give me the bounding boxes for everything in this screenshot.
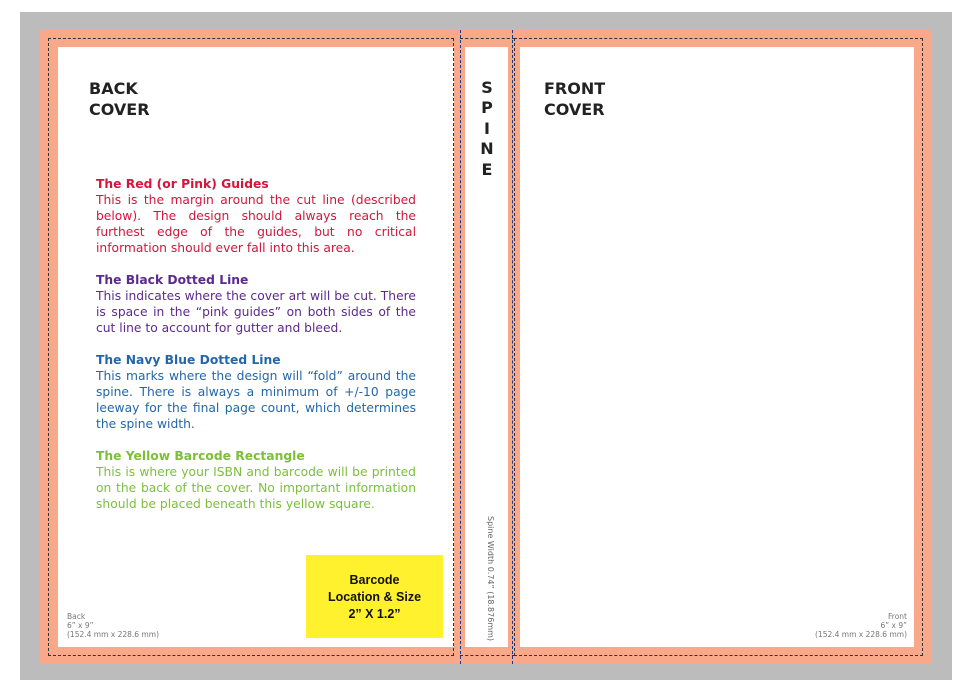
back-size-metric: (152.4 mm x 228.6 mm) [67,630,159,639]
barcode-label-line1: Barcode [349,573,400,587]
back-size-info [67,612,159,639]
section-body: This is where your ISBN and barcode will be printed on the back of the cover. No important information should be placed beneath this yellow square. [96,465,416,511]
fold-line-left [460,30,461,664]
section-body: This is the margin around the cut line (described below). The design should always reach the furthest edge of the guides, but no critical information should ever fall into this area. [96,193,416,255]
front-cover-title [544,78,605,120]
spine-letter-n: N [480,139,494,158]
front-cover-title-line1: FRONT [544,79,606,98]
front-size-metric: (152.4 mm x 228.6 mm) [815,630,907,639]
back-cover-title-line1: BACK [89,79,138,98]
back-size-label: Back [67,612,86,621]
section-red-guides [96,176,416,256]
spine-letter-e: E [481,160,493,179]
section-body: This indicates where the cover art will be cut. There is space in the “pink guides” on both sides of the cut line to account for gutter and bleed. [96,289,416,335]
section-heading: The Yellow Barcode Rectangle [96,449,305,463]
front-size-label: Front [888,612,907,621]
section-heading: The Black Dotted Line [96,273,249,287]
section-black-dotted-line [96,272,416,336]
section-heading: The Navy Blue Dotted Line [96,353,281,367]
cut-line-top-spine [460,38,515,39]
fold-line-right [512,30,513,664]
section-navy-dotted-line [96,352,416,432]
section-heading: The Red (or Pink) Guides [96,177,269,191]
front-size-info [815,612,907,639]
spine-letter-s: S [481,78,493,97]
section-yellow-barcode [96,448,416,512]
barcode-label-line2: Location & Size [327,590,422,604]
spine-width-label: Spine Width 0.74” (18.876mm) [486,516,495,642]
front-cover-title-line2: COVER [544,100,605,119]
front-size-inches: 6” x 9” [880,621,907,630]
section-body: This marks where the design will “fold” around the spine. There is always a minimum of +/-10 page leeway for the final page count, which determines the spine width. [96,369,416,431]
spine-letter-p: P [481,98,493,117]
cut-line-bottom-spine [460,655,515,656]
spine-letter-i: I [484,119,490,138]
barcode-label-line3: 2” X 1.2” [348,607,401,621]
back-cover-title [89,78,150,120]
barcode-area [306,555,443,638]
cut-line-front [514,38,923,656]
back-size-inches: 6” x 9” [67,621,94,630]
back-cover-title-line2: COVER [89,100,150,119]
